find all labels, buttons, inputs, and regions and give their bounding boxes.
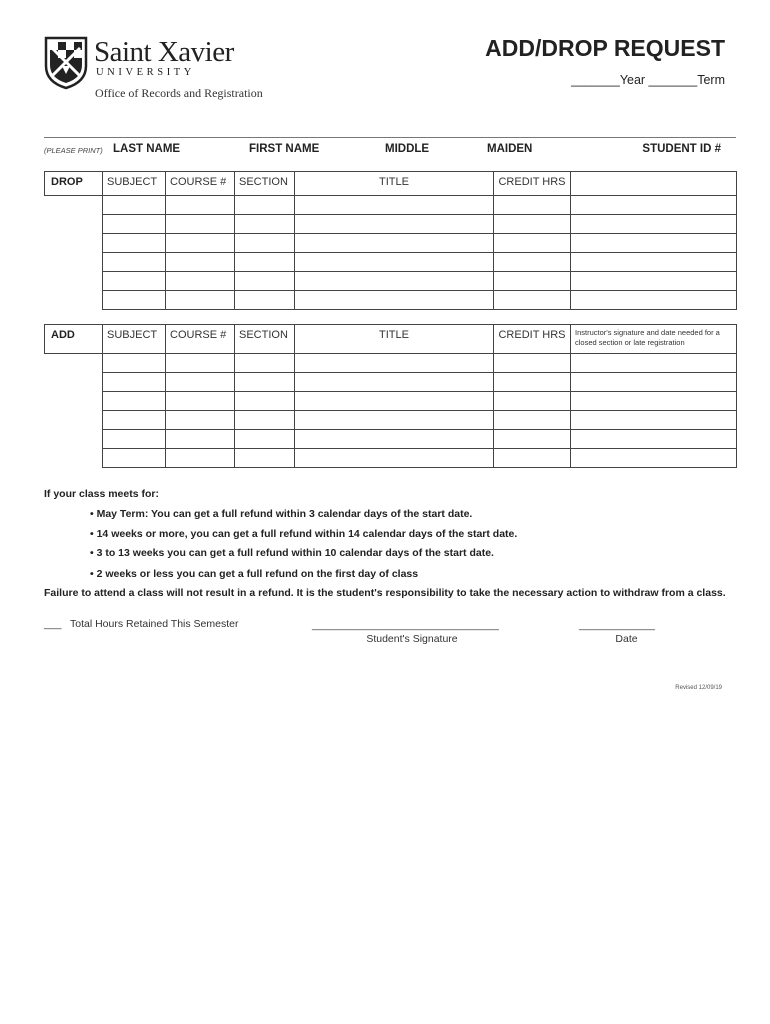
- date-field[interactable]: _____________: [579, 619, 655, 631]
- policy-intro: If your class meets for:: [44, 488, 159, 500]
- table-row: [45, 234, 737, 253]
- title-cell[interactable]: [295, 253, 494, 272]
- section-cell[interactable]: [235, 234, 295, 253]
- policy-bullet: • May Term: You can get a full refund within 3 calendar days of the start date.: [90, 508, 473, 520]
- section-cell[interactable]: [235, 291, 295, 310]
- course-cell[interactable]: [166, 272, 235, 291]
- credit-cell[interactable]: [494, 196, 571, 215]
- maiden-name-field[interactable]: MAIDEN: [487, 143, 533, 155]
- drop-col-title: TITLE: [295, 172, 494, 196]
- subject-cell[interactable]: [103, 253, 166, 272]
- course-cell[interactable]: [166, 234, 235, 253]
- row-spacer: [45, 253, 103, 272]
- brand-university: UNIVERSITY: [96, 67, 195, 78]
- drop-col-credit: CREDIT HRS: [494, 172, 571, 196]
- subject-cell[interactable]: [103, 449, 166, 468]
- extra-cell[interactable]: [571, 291, 737, 310]
- title-cell[interactable]: [295, 354, 494, 373]
- extra-cell[interactable]: [571, 253, 737, 272]
- subject-cell[interactable]: [103, 430, 166, 449]
- credit-cell[interactable]: [494, 392, 571, 411]
- name-row-divider: [44, 137, 736, 138]
- instructor-signature-cell[interactable]: [571, 411, 737, 430]
- section-cell[interactable]: [235, 272, 295, 291]
- subject-cell[interactable]: [103, 196, 166, 215]
- subject-cell[interactable]: [103, 392, 166, 411]
- credit-cell[interactable]: [494, 291, 571, 310]
- instructor-signature-cell[interactable]: [571, 373, 737, 392]
- credit-cell[interactable]: [494, 449, 571, 468]
- section-cell[interactable]: [235, 430, 295, 449]
- table-row: [45, 272, 737, 291]
- add-header-row: [45, 325, 737, 354]
- year-term-field[interactable]: _______Year _______Term: [571, 73, 725, 87]
- total-hours-label: Total Hours Retained This Semester: [70, 618, 239, 630]
- title-cell[interactable]: [295, 272, 494, 291]
- course-cell[interactable]: [166, 253, 235, 272]
- add-col-section: SECTION: [235, 325, 295, 354]
- row-spacer: [45, 291, 103, 310]
- subject-cell[interactable]: [103, 411, 166, 430]
- table-row: [45, 373, 737, 392]
- row-spacer: [45, 449, 103, 468]
- section-cell[interactable]: [235, 449, 295, 468]
- drop-col-section: SECTION: [235, 172, 295, 196]
- table-row: [45, 430, 737, 449]
- row-spacer: [45, 411, 103, 430]
- subject-cell[interactable]: [103, 373, 166, 392]
- section-cell[interactable]: [235, 392, 295, 411]
- table-row: [45, 392, 737, 411]
- row-spacer: [45, 430, 103, 449]
- row-spacer: [45, 373, 103, 392]
- drop-table: [44, 171, 737, 310]
- add-col-credit: CREDIT HRS: [494, 325, 571, 354]
- extra-cell[interactable]: [571, 215, 737, 234]
- policy-bullet: • 14 weeks or more, you can get a full refund within 14 calendar days of the start date.: [90, 528, 518, 540]
- subject-cell[interactable]: [103, 272, 166, 291]
- credit-cell[interactable]: [494, 215, 571, 234]
- extra-cell[interactable]: [571, 196, 737, 215]
- total-hours-field[interactable]: ___: [44, 618, 62, 630]
- row-spacer: [45, 196, 103, 215]
- title-cell[interactable]: [295, 291, 494, 310]
- subject-cell[interactable]: [103, 234, 166, 253]
- add-col-subject: SUBJECT: [103, 325, 166, 354]
- credit-cell[interactable]: [494, 373, 571, 392]
- student-signature-field[interactable]: ________________________________: [312, 619, 499, 631]
- row-spacer: [45, 215, 103, 234]
- drop-col-extra: [571, 172, 737, 196]
- row-spacer: [45, 234, 103, 253]
- row-spacer: [45, 272, 103, 291]
- title-cell[interactable]: [295, 234, 494, 253]
- last-name-field[interactable]: LAST NAME: [113, 143, 181, 155]
- drop-col-subject: SUBJECT: [103, 172, 166, 196]
- credit-cell[interactable]: [494, 354, 571, 373]
- drop-header-row: [45, 172, 737, 196]
- extra-cell[interactable]: [571, 234, 737, 253]
- extra-cell[interactable]: [571, 272, 737, 291]
- subject-cell[interactable]: [103, 354, 166, 373]
- title-cell[interactable]: [295, 196, 494, 215]
- table-row: [45, 354, 737, 373]
- course-cell[interactable]: [166, 430, 235, 449]
- title-cell[interactable]: [295, 411, 494, 430]
- table-row: [45, 449, 737, 468]
- university-shield-logo: [44, 36, 88, 90]
- add-col-title: TITLE: [295, 325, 494, 354]
- title-cell[interactable]: [295, 373, 494, 392]
- instructor-signature-cell[interactable]: [571, 392, 737, 411]
- instructor-signature-cell[interactable]: [571, 354, 737, 373]
- middle-name-field[interactable]: MIDDLE: [385, 143, 430, 155]
- title-cell[interactable]: [295, 215, 494, 234]
- credit-cell[interactable]: [494, 411, 571, 430]
- first-name-field[interactable]: FIRST NAME: [249, 143, 320, 155]
- title-cell[interactable]: [295, 392, 494, 411]
- course-cell[interactable]: [166, 196, 235, 215]
- section-cell[interactable]: [235, 373, 295, 392]
- form-title: ADD/DROP REQUEST: [485, 35, 725, 61]
- student-id-field[interactable]: STUDENT ID #: [642, 143, 721, 155]
- section-cell[interactable]: [235, 196, 295, 215]
- row-spacer: [45, 392, 103, 411]
- table-row: [45, 196, 737, 215]
- course-cell[interactable]: [166, 215, 235, 234]
- table-row: [45, 215, 737, 234]
- credit-cell[interactable]: [494, 234, 571, 253]
- credit-cell[interactable]: [494, 253, 571, 272]
- row-spacer: [45, 354, 103, 373]
- add-col-course: COURSE #: [166, 325, 235, 354]
- course-cell[interactable]: [166, 354, 235, 373]
- course-cell[interactable]: [166, 291, 235, 310]
- table-row: [45, 411, 737, 430]
- section-cell[interactable]: [235, 253, 295, 272]
- course-cell[interactable]: [166, 373, 235, 392]
- table-row: [45, 253, 737, 272]
- course-cell[interactable]: [166, 392, 235, 411]
- office-name: Office of Records and Registration: [95, 86, 263, 100]
- policy-bullet: • 3 to 13 weeks you can get a full refund within 10 calendar days of the start date.: [90, 547, 494, 559]
- section-cell[interactable]: [235, 354, 295, 373]
- subject-cell[interactable]: [103, 215, 166, 234]
- course-cell[interactable]: [166, 449, 235, 468]
- brand-name: Saint Xavier: [94, 36, 234, 68]
- credit-cell[interactable]: [494, 272, 571, 291]
- policy-warning: Failure to attend a class will not result in a refund. It is the student's responsibility to take the necessary action to withdraw from a class.: [44, 587, 726, 599]
- drop-col-course: COURSE #: [166, 172, 235, 196]
- revision-date: Revised 12/09/19: [675, 685, 722, 691]
- date-label: Date: [615, 633, 638, 645]
- instructor-signature-cell[interactable]: [571, 430, 737, 449]
- drop-label: DROP: [45, 172, 103, 196]
- add-table: [44, 324, 737, 468]
- section-cell[interactable]: [235, 411, 295, 430]
- instructor-signature-note: Instructor's signature and date needed for a closed section or late registration: [571, 325, 737, 354]
- instructor-signature-cell[interactable]: [571, 449, 737, 468]
- please-print-note: (PLEASE PRINT): [44, 146, 103, 155]
- title-cell[interactable]: [295, 449, 494, 468]
- section-cell[interactable]: [235, 215, 295, 234]
- subject-cell[interactable]: [103, 291, 166, 310]
- table-row: [45, 291, 737, 310]
- course-cell[interactable]: [166, 411, 235, 430]
- title-cell[interactable]: [295, 430, 494, 449]
- credit-cell[interactable]: [494, 430, 571, 449]
- student-signature-label: Student's Signature: [366, 633, 458, 645]
- add-label: ADD: [45, 325, 103, 354]
- policy-bullet: • 2 weeks or less you can get a full refund on the first day of class: [90, 568, 419, 580]
